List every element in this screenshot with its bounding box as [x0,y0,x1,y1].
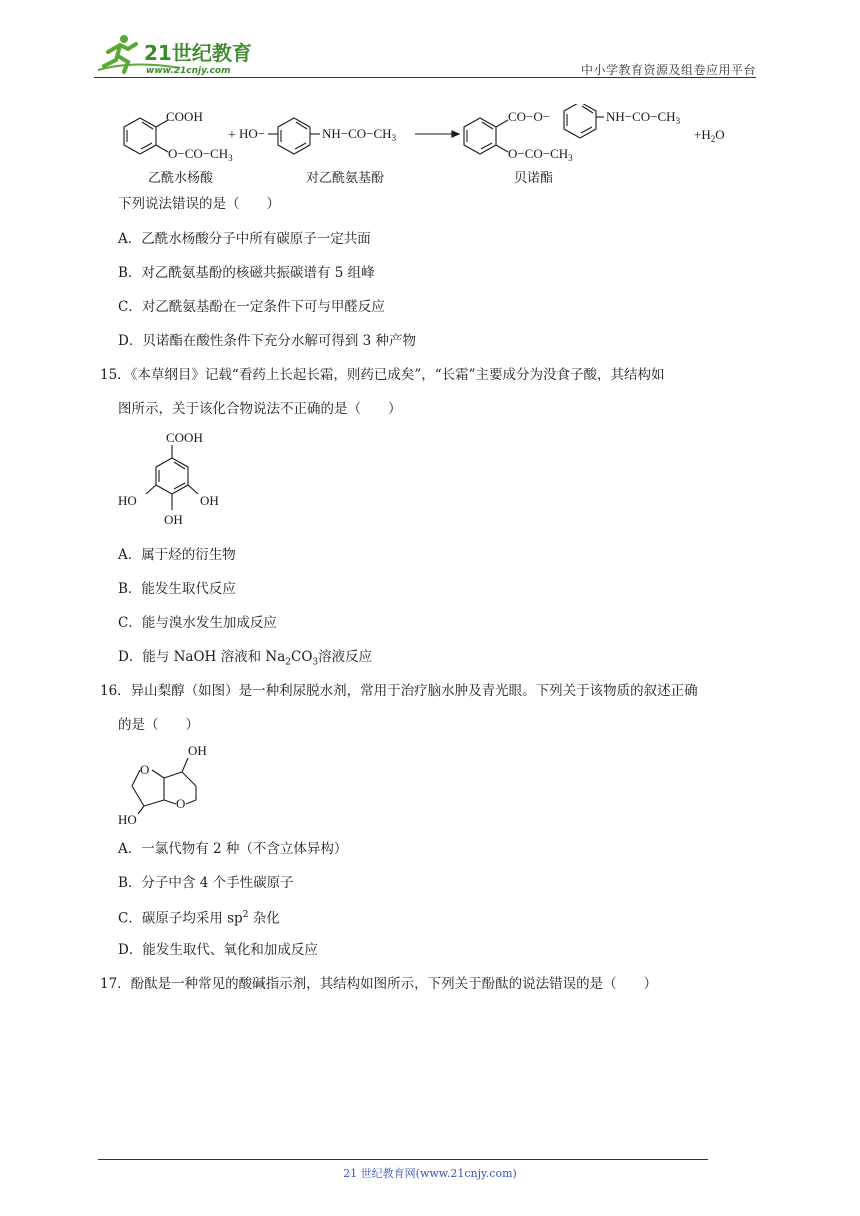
q14-option-a: A．乙酰水杨酸分子中所有碳原子一定共面 [118,231,371,247]
gallic-oh-bottom: OH [164,512,183,527]
reactant1-ester: $O-CO-CH_3$ [168,146,233,163]
q16-option-c: C．碳原子均采用 $sp^2$ 杂化 [118,910,280,927]
isosorbide-oh-bottom: HO [118,812,137,827]
reactant2-name: 对乙酰氨基酚 [306,170,385,185]
benzene-ring-4 [564,104,604,138]
benzene-ring-1 [124,118,168,154]
gallic-acid-structure [114,428,234,532]
isosorbide-oh-top: OH [188,743,207,758]
reactant2-amide: $NH-CO-CH_3$ [322,126,397,143]
isosorbide-o-right: O [176,796,186,811]
reactant1-cooh: COOH [166,109,203,124]
footer-divider [98,1159,708,1160]
gallic-cooh: COOH [166,430,203,445]
reaction-scheme [110,104,750,188]
product-ester-link: CO−O− [508,109,551,124]
header-divider [94,77,756,78]
benzene-ring-2 [268,118,320,154]
reaction-arrow [415,131,459,137]
q14-option-b: B．对乙酰氨基酚的核磁共振碳谱有 5 组峰 [118,265,375,281]
benzene-ring-3 [464,118,508,154]
isosorbide-o-left: O [140,762,150,777]
q16-stem-line1: 16．异山梨醇（如图）是一种利尿脱水剂，常用于治疗脑水肿及青光眼。下列关于该物质的叙述正确 [100,683,698,699]
product-acetoxy: $O-CO-CH_3$ [508,146,573,163]
gallic-oh-right: OH [200,493,219,508]
q15-stem-line1: 15．《本草纲目》记载“看药上长起长霜，则药已成矣”，“长霜”主要成分为没食子酸，其结构如 [100,367,665,383]
q14-option-c: C．对乙酰氨基酚在一定条件下可与甲醛反应 [118,299,385,315]
q15-option-d: D．能与 NaOH 溶液和 $Na_2CO_3$溶液反应 [118,649,373,668]
product-amide: $NH-CO-CH_3$ [606,109,681,126]
plus-sign: + [228,128,236,143]
logo-url: www.21cnjy.com [146,66,231,76]
q16-option-b: B．分子中含 4 个手性碳原子 [118,875,294,891]
reactant1-name: 乙酰水杨酸 [148,170,214,185]
reactant2-ho: HO− [239,126,266,141]
product-name: 贝诺酯 [514,170,554,185]
q15-option-c: C．能与溴水发生加成反应 [118,615,277,631]
q16-stem-line2: 的是（ ） [118,717,199,733]
platform-name: 中小学教育资源及组卷应用平台 [580,63,756,77]
logo [94,30,264,78]
page-header [94,30,756,78]
footer-link[interactable]: 21 世纪教育网(www.21cnjy.com) [343,1167,517,1180]
q14-stem: 下列说法错误的是（ ） [118,196,280,212]
q16-option-d: D．能发生取代、氧化和加成反应 [118,942,318,958]
q17-stem: 17．酚酞是一种常见的酸碱指示剂，其结构如图所示，下列关于酚酞的说法错误的是（ ） [100,976,658,992]
q15-stem-line2: 图所示，关于该化合物说法不正确的是（ ） [118,401,402,417]
q15-option-a: A．属于烃的衍生物 [118,547,236,563]
water: $+H_2O$ [694,127,725,144]
q16-option-a: A．一氯代物有 2 种（不含立体异构） [118,841,348,857]
q14-option-d: D．贝诺酯在酸性条件下充分水解可得到 3 种产物 [118,333,416,349]
q15-option-b: B．能发生取代反应 [118,581,236,597]
logo-text: 21世纪教育 [144,41,252,65]
gallic-ring [146,445,198,510]
gallic-oh-left: HO [118,493,137,508]
isosorbide-structure [114,740,224,830]
